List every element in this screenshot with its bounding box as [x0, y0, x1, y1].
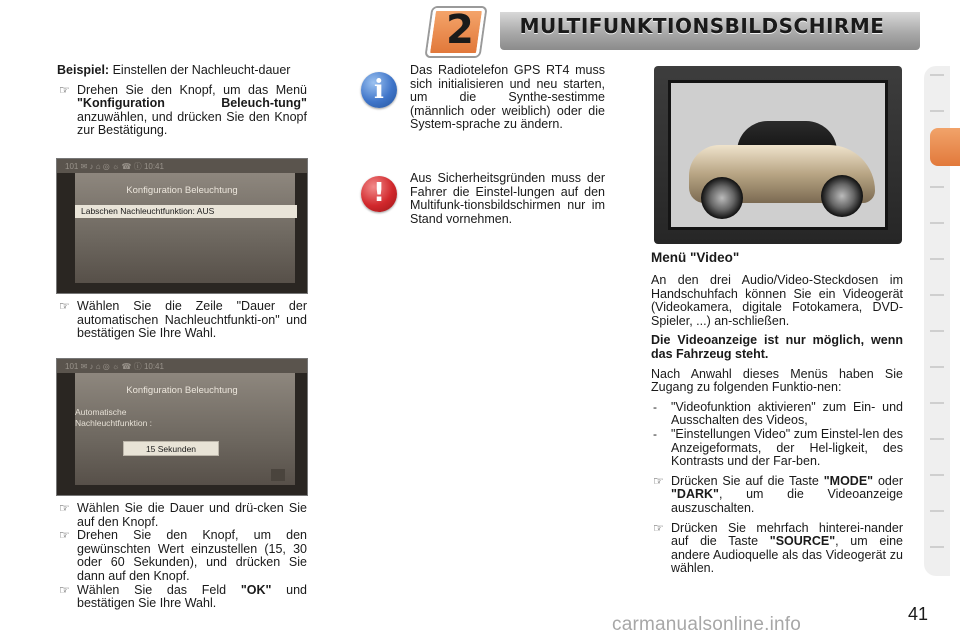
bullet-text: , um eine andere Audioquelle als das Videogerät zu wählen. [671, 534, 903, 576]
left-column-bottom [57, 502, 307, 617]
side-tab [930, 186, 944, 188]
video-screen [668, 80, 888, 230]
pointing-hand-icon: ☞ [59, 82, 70, 97]
dash-mark: - [653, 426, 657, 441]
car-wheel [821, 175, 863, 217]
section-title-video: Menü "Video" [651, 250, 740, 265]
dash-item [651, 428, 903, 469]
example-paragraph [57, 64, 307, 78]
right-column-text [651, 274, 903, 582]
bullet-text: anzuwählen, und drücken Sie den Knopf zur Bestätigung. [77, 109, 307, 138]
pointing-hand-icon: ☞ [59, 582, 70, 597]
side-tab [930, 438, 944, 440]
example-label: Beispiel: [57, 63, 110, 77]
bullet-bold: "OK" [240, 582, 272, 597]
notice-paragraph [651, 334, 903, 361]
side-tab [930, 330, 944, 332]
video-display-photo [654, 66, 902, 244]
list-item [57, 584, 307, 611]
bullet-bold: "MODE" [823, 473, 874, 488]
pointing-hand-icon: ☞ [59, 528, 70, 543]
side-tab [930, 546, 944, 548]
left-column-middle [57, 300, 307, 347]
warning-note: Aus Sicherheitsgründen muss der Fahrer die Einstel-lungen auf den Multifunk-tionsbildschirmen nur im Stand vornehmen. [410, 171, 605, 226]
side-tab-active [930, 128, 960, 166]
page-header [470, 0, 960, 56]
side-tab [930, 222, 944, 224]
info-icon: i [361, 72, 397, 108]
watermark: carmanualsonline.info [612, 614, 802, 635]
list-item [57, 529, 307, 583]
left-column-top [57, 64, 307, 144]
bullet-text: Drücken Sie mehrfach hinterei-nander auf die Taste [671, 520, 903, 549]
list-item [57, 502, 307, 529]
screen-selected-row: Labschen Nachleuchtfunktion: AUS [75, 205, 297, 218]
side-tab [930, 402, 944, 404]
pointing-hand-icon: ☞ [653, 520, 664, 535]
side-tab [930, 258, 944, 260]
chapter-number: 2 [446, 7, 474, 53]
list-item [651, 522, 903, 576]
side-tab [930, 110, 944, 112]
page-title: MULTIFUNKTIONSBILDSCHIRME [519, 14, 885, 38]
screen-status-bar: 101 ✉ ♪ ⌂ ◎ ☼ ☎ ⓘ 10:41 [57, 159, 307, 173]
side-tab [930, 510, 944, 512]
example-text: Einstellen der Nachleucht-dauer [109, 63, 291, 77]
bullet-text: oder [873, 473, 903, 488]
list-item [57, 84, 307, 138]
screen-image-duration [56, 358, 308, 496]
notice-bold: Die Videoanzeige ist nur möglich, wenn das Fahrzeug steht. [651, 333, 903, 361]
car-wheel [701, 177, 743, 219]
screen-image-lighting-menu [56, 158, 308, 294]
bullet-text: und bestätigen Sie Ihre Wahl. [77, 582, 307, 611]
screen-ok-button [271, 469, 285, 481]
pointing-hand-icon: ☞ [653, 473, 664, 488]
dash-text: "Einstellungen Video" zum Einstel-len des Anzeigeformats, der Hel-ligkeit, des Kontrasts und der Far-ben. [671, 426, 903, 469]
intro-paragraph: An den drei Audio/Video-Steckdosen im Handschuhfach können Sie ein Videogerät (Videokamera, digitale Fotokamera, DVD-Spieler, ...) an-schließen. [651, 273, 903, 328]
side-tab [930, 294, 944, 296]
screen-label-line: Automatische [75, 407, 127, 417]
pointing-hand-icon: ☞ [59, 501, 70, 515]
screen-heading: Konfiguration Beleuchtung [126, 385, 238, 396]
side-tab [930, 474, 944, 476]
bullet-text: Drehen Sie den Knopf, um das Menü [77, 82, 307, 97]
bullet-text: Drücken Sie auf die Taste [671, 473, 824, 488]
dash-mark: - [653, 399, 657, 414]
screen-label [75, 407, 289, 429]
screen-heading: Konfiguration Beleuchtung [126, 185, 238, 196]
bullet-bold: "Konfiguration Beleuch-tung" [77, 96, 307, 111]
bullet-text: Wählen Sie die Zeile "Dauer der automatischen Nachleuchtfunkti-on" und bestätigen Sie Ihre Wahl. [77, 299, 307, 341]
bullet-text: Wählen Sie das Feld [77, 582, 241, 597]
list-item [651, 475, 903, 516]
after-paragraph: Nach Anwahl dieses Menüs haben Sie Zugang zu folgenden Funktio-nen: [651, 366, 903, 395]
page-number: 41 [908, 604, 929, 624]
bullet-bold: "SOURCE" [769, 534, 836, 549]
bullet-text: Wählen Sie die Dauer und drü-cken Sie auf den Knopf. [77, 501, 307, 529]
list-item [57, 300, 307, 341]
side-tab [930, 74, 944, 76]
screen-label-line: Nachleuchtfunktion : [75, 418, 153, 428]
pointing-hand-icon: ☞ [59, 299, 70, 313]
screen-status-bar: 101 ✉ ♪ ⌂ ◎ ☼ ☎ ⓘ 10:41 [57, 359, 307, 373]
screen-value-field: 15 Sekunden [123, 441, 219, 456]
info-note: Das Radiotelefon GPS RT4 muss sich initialisieren und neu starten, um die Synthe-sestimme (männlich oder weiblich) oder die System-sprache zu ändern. [410, 63, 605, 132]
bullet-text: Drehen Sie den Knopf, um den gewünschten Wert einzustellen (15, 30 oder 60 Sekunden), und drücken Sie dann auf den Knopf. [77, 528, 307, 583]
bullet-bold: "DARK" [671, 487, 719, 502]
bullet-text: , um die Videoanzeige auszuschalten. [671, 487, 903, 515]
exclamation-icon: ! [361, 176, 397, 212]
side-tab [930, 366, 944, 368]
dash-text: "Videofunktion aktivieren" zum Ein- und Ausschalten des Videos, [671, 399, 903, 428]
dash-item [651, 401, 903, 428]
